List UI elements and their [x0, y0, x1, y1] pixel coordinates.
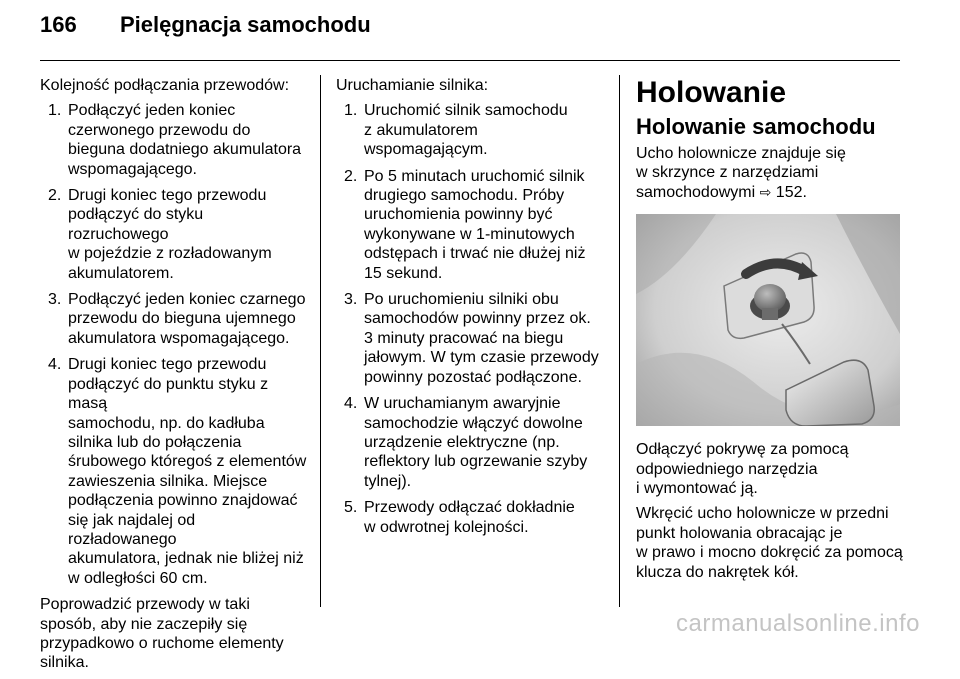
column-divider: [619, 75, 620, 607]
towing-cover-illustration: [636, 214, 900, 426]
connection-order-intro: Kolejność podłączania przewodów:: [40, 77, 290, 94]
page-title: Pielęgnacja samochodu: [120, 12, 371, 37]
list-item: [40, 186, 308, 283]
towing-eye-location: Ucho holownicze znajduje się w skrzynce z narzędziami samochodowymi: [636, 145, 846, 201]
step-number: 1.: [48, 102, 62, 120]
step-text: Podłączyć jeden koniec czerwonego przewodu do bieguna dodatniego akumulatora wspomagającego.: [68, 102, 302, 178]
step-text: Po 5 minutach uruchomić silnik drugiego samochodu. Próby uruchomienia powinny być wykonywane w 1-minutowych odstępach i trwać nie dłużej niż 15 sekund.: [364, 167, 586, 282]
step-text: Podłączyć jeden koniec czarnego przewodu do bieguna ujemnego akumulatora wspomagającego.: [68, 291, 306, 347]
step-text: Przewody odłączać dokładnie w odwrotnej kolejności.: [364, 499, 575, 536]
page-reference[interactable]: 152.: [775, 183, 807, 201]
step-number: 1.: [344, 102, 358, 120]
connection-steps-list: [40, 101, 308, 588]
towing-eye-location-text: [636, 144, 906, 202]
header-divider: [40, 60, 900, 61]
list-item: [336, 167, 606, 283]
engine-start-steps-list: [336, 101, 606, 537]
step-text: W uruchamianym awaryjnie samochodzie włączyć dowolne urządzenie elektryczne (np. reflektory lub ogrzewanie szyby tylnej).: [364, 395, 588, 490]
step-number: 5.: [344, 499, 358, 517]
list-item: [336, 290, 606, 387]
list-item: [40, 355, 308, 588]
section-heading: Holowanie: [636, 76, 787, 109]
step-number: 4.: [344, 395, 358, 413]
list-item: [336, 101, 606, 159]
column-engine-start: [336, 76, 606, 544]
list-item: [40, 290, 308, 348]
engine-start-intro: Uruchamianie silnika:: [336, 77, 489, 94]
step-number: 2.: [48, 187, 62, 205]
step-number: 3.: [344, 291, 358, 309]
subsection-heading: Holowanie samochodu: [636, 114, 876, 139]
list-item: [40, 101, 308, 179]
list-item: [336, 394, 606, 491]
column-connection-order: [40, 76, 308, 679]
step-text: Po uruchomieniu silniki obu samochodów powinny przez ok. 3 minuty pracować na biegu jałowym. W tym czasie przewody powinny pozostać podłączone.: [364, 291, 599, 386]
step-number: 2.: [344, 167, 358, 185]
column-divider: [320, 75, 321, 607]
step-text: Drugi koniec tego przewodu podłączyć do styku rozruchowego w pojeździe z rozładowanym akumulatorem.: [68, 187, 272, 282]
page-reference-arrow-icon[interactable]: ⇨: [759, 183, 772, 200]
step-number: 4.: [48, 356, 62, 374]
step-number: 3.: [48, 291, 62, 309]
page-header: [40, 12, 920, 42]
list-item: [336, 498, 606, 537]
page-number: 166: [40, 12, 77, 37]
step-text: Drugi koniec tego przewodu podłączyć do punktu styku z masą samochodu, np. do kadłuba silnika lub do połączenia śrubowego któregoś z elementów zawieszenia silnika. Miejsce podłączenia powinno znajdować się jak najdalej od rozładowanego akumulatora, jednak nie bliżej niż w odległości 60 cm.: [68, 356, 307, 587]
cable-routing-note: Poprowadzić przewody w taki sposób, aby nie zaczepiły się przypadkowo o ruchome elementy silnika.: [40, 596, 284, 672]
screw-in-towing-eye-text: Wkręcić ucho holownicze w przedni punkt holowania obracając je w prawo i mocno dokręcić za pomocą klucza do nakrętek kół.: [636, 505, 903, 581]
watermark: carmanualsonline.info: [676, 610, 920, 637]
remove-cover-text: Odłączyć pokrywę za pomocą odpowiedniego narzędzia i wymontować ją.: [636, 441, 849, 498]
column-towing: [636, 76, 906, 588]
step-text: Uruchomić silnik samochodu z akumulatorem wspomagającym.: [364, 102, 568, 159]
